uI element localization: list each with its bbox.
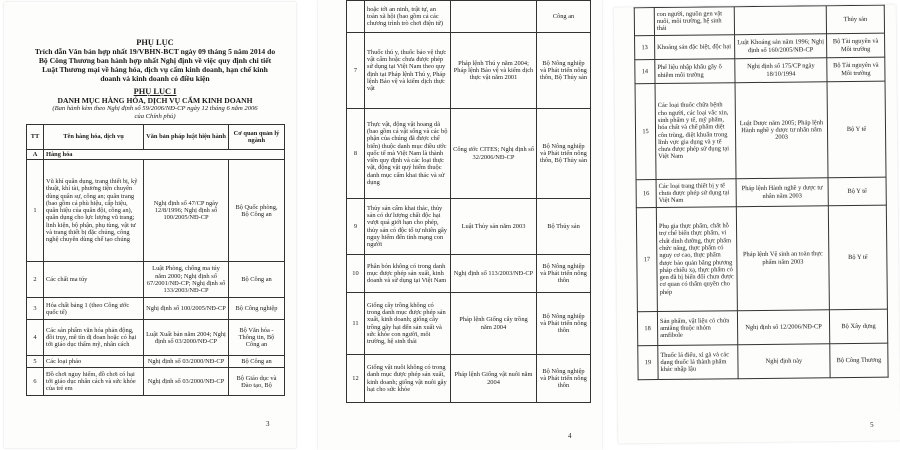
managing-agency: Bộ Y tế <box>828 205 887 310</box>
page-number: 4 <box>568 432 572 440</box>
legal-basis: Công ước CITES; Nghị định số 32/2006/NĐ-CP <box>451 109 537 199</box>
table-row <box>27 160 285 262</box>
table-row <box>636 205 887 312</box>
goods-name: Sản phẩm, vật liệu có chứa amiăng thuộc nhóm amfibole <box>657 311 737 346</box>
goods-name: Thực vật, động vật hoang dã (bao gồm cả vật sống và các bộ phận của chúng đã được chế biến) thuộc danh mục điều ước quốc tế mà Việt Nam là thành viên quy định và các loại thực vật, động vật quý hiếm thuộc danh mục cấm khai thác và sử dụng <box>365 109 451 199</box>
row-number: 10 <box>347 255 365 293</box>
legal-basis: Luật Xuất bản năm 2004; Nghị định số 03/2000/NĐ-CP <box>144 320 229 356</box>
managing-agency: Thủy sản <box>826 5 884 34</box>
row-number: 9 <box>347 199 365 255</box>
legal-basis: Pháp lệnh Hành nghề y dược tư nhân năm 2003 <box>736 178 828 207</box>
goods-name: Phế liệu nhập khẩu gây ô nhiễm môi trường <box>655 59 735 84</box>
managing-agency: Bộ Công an <box>229 356 285 368</box>
table-row <box>347 355 591 403</box>
goods-name: Thuốc lá điếu, xì gà và các dạng thuốc lá thành phẩm khác nhập lậu <box>658 345 738 380</box>
goods-name: Thủy sản cấm khai thác, thủy sản có dư lượng chất độc hại vượt quá giới hạn cho phép, thủy sản có độc tố tự nhiên gây nguy hiểm đến tính mạng con người <box>365 199 451 255</box>
table-header-row <box>27 125 285 150</box>
table-row <box>636 177 886 208</box>
managing-agency: Bộ Y tế <box>827 81 886 178</box>
row-number <box>634 8 654 36</box>
document-page-4 <box>318 0 602 450</box>
goods-name: con người, nguồn gen vật nuôi, môi trường, hệ sinh thái <box>654 7 734 36</box>
managing-agency: Bộ Tài nguyên và Môi trường <box>827 33 885 58</box>
appendix-title: PHỤ LỤC I <box>133 87 177 96</box>
goods-name: Hóa chất bảng 1 (theo Công ước quốc tế) <box>44 298 144 320</box>
row-number: 15 <box>635 84 656 180</box>
managing-agency: Bộ Nông nghiệp và Phát triển nông thôn <box>537 293 591 355</box>
section-letter: A <box>27 150 44 160</box>
goods-name: Phân bón không có trong danh mục được phép sản xuất, kinh doanh và sử dụng tại Việt Nam <box>365 255 451 293</box>
managing-agency: Bộ Công Thương <box>830 343 888 378</box>
row-number: 1 <box>27 160 44 262</box>
legal-basis: Nghị định số 100/2005/NĐ-CP <box>144 298 229 320</box>
legal-basis: Nghị định số 03/2000/NĐ-CP <box>144 356 229 368</box>
goods-name: Khoáng sản đặc biệt, độc hại <box>655 35 735 60</box>
intro-line-2: Bộ Công Thương ban hành hợp nhất Nghị định về việc quy định chi tiết <box>38 56 272 65</box>
row-number: 5 <box>27 356 44 368</box>
col-header-tt: TT <box>27 125 44 150</box>
col-header-name: Tên hàng hóa, dịch vụ <box>44 125 144 150</box>
row-number: 4 <box>27 320 44 356</box>
table-row <box>347 199 591 255</box>
legal-basis: Nghị định số 175/CP ngày 18/10/1994 <box>735 58 827 83</box>
row-number: 3 <box>27 298 44 320</box>
goods-name: Thuốc thú y, thuốc bảo vệ thực vật cấm hoặc chưa được phép sử dụng tại Việt Nam theo quy định tại Pháp lệnh Thú y, Pháp lệnh Bảo vệ và kiểm dịch thực vật <box>365 33 451 109</box>
legal-basis <box>451 1 537 33</box>
legal-basis: Pháp lệnh Thú y năm 2004; Pháp lệnh Bảo vệ và kiểm dịch thực vật năm 2001 <box>451 33 537 109</box>
table-row <box>347 255 591 293</box>
table-row <box>27 356 285 368</box>
decree-line-1: (Ban hành kèm theo Nghị định số 59/2006/NĐ-CP ngày 12 tháng 6 năm 2006 <box>52 105 258 112</box>
row-number: 11 <box>347 293 365 355</box>
col-header-agency: Cơ quan quản lý ngành <box>229 125 285 150</box>
managing-agency: Bộ Xây dựng <box>829 309 887 344</box>
goods-name: hoặc tới an ninh, trật tự, an toàn xã hội (bao gồm cả các chương trình trò chơi điện tử) <box>365 1 451 33</box>
goods-name: Các loại pháo <box>44 356 144 368</box>
section-row <box>27 150 285 160</box>
legal-basis: Nghị định số 12/2006/NĐ-CP <box>737 310 829 345</box>
legal-basis: Luật Dược năm 2005; Pháp lệnh Hành nghề y dược tư nhân năm 2003 <box>735 82 828 179</box>
legal-basis: Nghị định số 113/2003/NĐ-CP <box>451 255 537 293</box>
legal-basis: Pháp lệnh Giống vật nuôi năm 2004 <box>451 355 537 403</box>
goods-name: Các sản phẩm văn hóa phản động, đồi trụy, mê tín dị đoan hoặc có hại tới giáo dục thẩm mỹ, nhân cách <box>44 320 144 356</box>
appendix-heading: PHỤ LỤC <box>136 38 174 47</box>
managing-agency: Bộ Y tế <box>828 177 886 206</box>
table-row <box>635 33 885 60</box>
goods-name: Phụ gia thực phẩm, chất hỗ trợ chế biến thực phẩm, vi chất dinh dưỡng, thực phẩm chức năng, thực phẩm có nguy cơ cao, thực phẩm được bảo quản bằng phương pháp chiếu xạ, thực phẩm có gen đã bị biến đổi chưa được cơ quan có thẩm quyền cho phép <box>656 207 737 312</box>
legal-basis: Pháp lệnh Giống cây trồng năm 2004 <box>451 293 537 355</box>
list-title: DANH MỤC HÀNG HÓA, DỊCH VỤ CẤM KINH DOANH <box>57 96 253 105</box>
legal-basis: Nghị định số 03/2000/NĐ-CP <box>144 368 229 396</box>
row-number: 18 <box>637 312 657 346</box>
managing-agency: Bộ Thủy sản <box>537 199 591 255</box>
legal-basis <box>734 6 826 35</box>
table-row <box>347 1 591 33</box>
row-number: 13 <box>635 36 655 60</box>
managing-agency: Bộ Tài nguyên và Môi trường <box>827 57 885 82</box>
row-number: 8 <box>347 109 365 199</box>
row-number: 14 <box>635 60 655 84</box>
legal-basis: Luật Thủy sản năm 2003 <box>451 199 537 255</box>
document-page-3 <box>4 2 296 448</box>
managing-agency: Bộ Văn hóa - Thông tin, Bộ Công an <box>229 320 285 356</box>
legal-basis: Nghị định số 47/CP ngày 12/8/1996; Nghị định số 100/2005/NĐ-CP <box>144 160 229 262</box>
row-number: 6 <box>27 368 44 396</box>
managing-agency: Bộ Nông nghiệp và Phát triển nông thôn <box>537 255 591 293</box>
row-number: 16 <box>636 180 656 208</box>
table-row <box>637 309 887 346</box>
section-name: Hàng hóa <box>44 150 285 160</box>
managing-agency: Bộ Nông nghiệp và Phát triển nông thôn, Bộ Thủy sản <box>537 33 591 109</box>
prohibited-goods-table-continued <box>634 5 889 381</box>
goods-name: Giống vật nuôi không có trong danh mục được phép sản xuất, kinh doanh; giống vật nuôi gây hại cho sức khỏe <box>365 355 451 403</box>
intro-line-1: Trích dẫn Văn bản hợp nhất 19/VBHN-BCT ngày 09 tháng 5 năm 2014 do <box>34 47 276 56</box>
page-number: 5 <box>870 420 874 429</box>
table-row <box>634 5 884 36</box>
row-number: 7 <box>347 33 365 109</box>
managing-agency: Công an <box>537 1 591 33</box>
prohibited-goods-table-continued <box>346 0 591 403</box>
legal-basis: Nghị định này <box>738 344 830 379</box>
table-row <box>347 109 591 199</box>
row-number: 12 <box>347 355 365 403</box>
col-header-law: Văn bản pháp luật hiện hành <box>144 125 229 150</box>
table-row <box>27 368 285 396</box>
goods-name: Vũ khí quân dụng, trang thiết bị, kỹ thuật, khí tài, phương tiện chuyên dùng quân sự, công an; quân trang (bao gồm cả phù hiệu, cấp hiệu, quân hiệu của quân đội, công an), quân dụng cho lực lượng vũ trang; linh kiện, bộ phận, phụ tùng, vật tư và trang thiết bị đặc chủng, công nghệ chuyên dùng chế tạo chúng <box>44 160 144 262</box>
intro-line-3: Luật Thương mại về hàng hóa, dịch vụ cấm kinh doanh, hạn chế kinh <box>42 65 268 74</box>
legal-basis: Pháp lệnh Vệ sinh an toàn thực phẩm năm 2003 <box>736 206 829 311</box>
table-row <box>638 343 888 380</box>
decree-line-2: của Chính phủ) <box>134 112 176 120</box>
table-row <box>27 298 285 320</box>
legal-basis: Luật Phòng, chống ma túy năm 2000; Nghị định số 67/2001/NĐ-CP; Nghị định số 133/2003/NĐ-CP <box>144 262 229 298</box>
goods-name: Các loại thuốc chữa bệnh cho người, các loại vắc xin, sinh phẩm y tế, mỹ phẩm, hóa chất và chế phẩm diệt côn trùng, diệt khuẩn trong lĩnh vực gia dụng và y tế chưa được phép sử dụng tại Việt Nam <box>655 83 736 180</box>
goods-name: Giống cây trồng không có trong danh mục được phép sản xuất, kinh doanh; giống cây trồng gây hại đến sản xuất và sức khỏe con người, môi trường, hệ sinh thái <box>365 293 451 355</box>
goods-name: Các loại trang thiết bị y tế chưa được phép sử dụng tại Việt Nam <box>656 179 736 208</box>
managing-agency: Bộ Quốc phòng, Bộ Công an <box>229 160 285 262</box>
table-row <box>27 262 285 298</box>
page-number: 3 <box>266 420 270 428</box>
table-row <box>27 320 285 356</box>
legal-basis: Luật Khoáng sản năm 1996; Nghị định số 160/2005/NĐ-CP <box>735 34 827 59</box>
prohibited-goods-table <box>26 124 285 396</box>
managing-agency: Bộ Công nghiệp <box>229 298 285 320</box>
table-row <box>347 33 591 109</box>
intro-line-4: doanh và kinh doanh có điều kiện <box>100 74 210 83</box>
managing-agency: Bộ Nông nghiệp và Phát triển nông thôn, Bộ Thủy sản <box>537 109 591 199</box>
row-number <box>347 1 365 33</box>
row-number: 17 <box>636 208 657 312</box>
managing-agency: Bộ Giáo dục và Đào tạo, Bộ <box>229 368 285 396</box>
row-number: 2 <box>27 262 44 298</box>
goods-name: Đồ chơi nguy hiểm, đồ chơi có hại tới giáo dục nhân cách và sức khỏe của trẻ em <box>44 368 144 396</box>
page-header <box>22 38 288 120</box>
document-page-5 <box>614 5 900 444</box>
table-row <box>635 57 885 84</box>
goods-name: Các chất ma túy <box>44 262 144 298</box>
table-row <box>635 81 886 180</box>
row-number: 19 <box>638 346 658 380</box>
table-row <box>347 293 591 355</box>
managing-agency: Bộ Nông nghiệp và Phát triển nông thôn <box>537 355 591 403</box>
managing-agency: Bộ Công an <box>229 262 285 298</box>
